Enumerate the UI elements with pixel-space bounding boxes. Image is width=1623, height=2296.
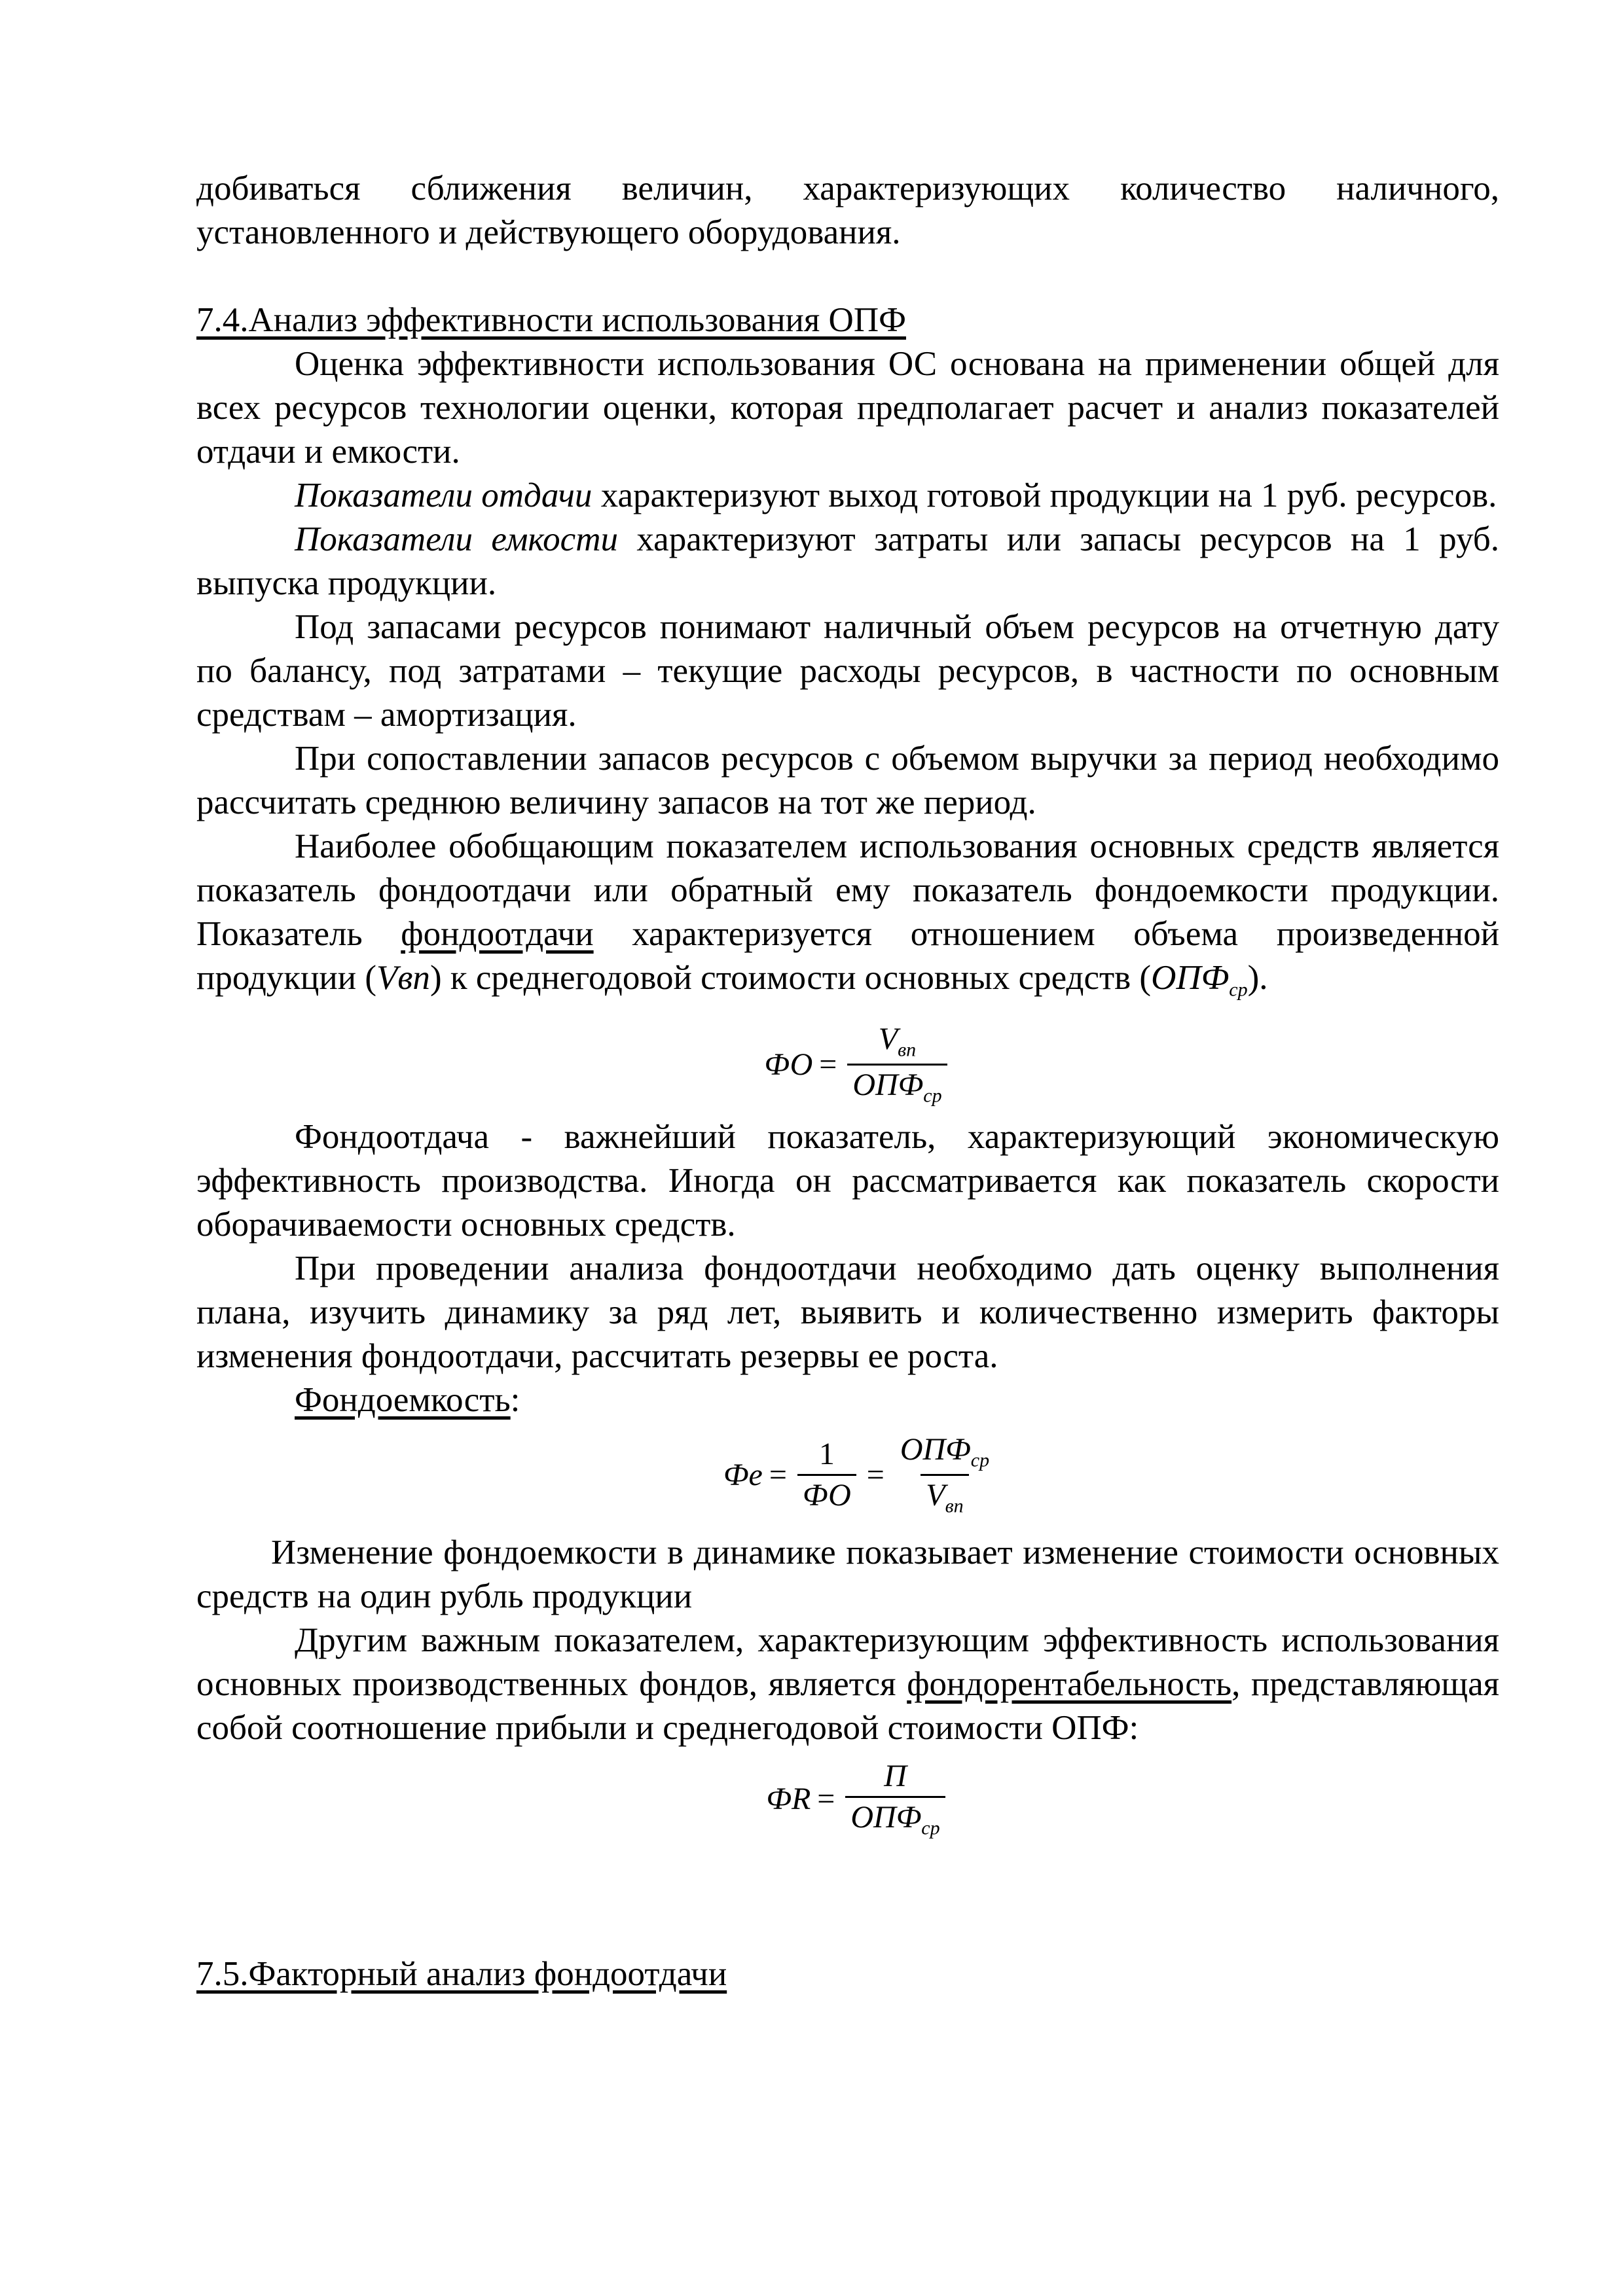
paragraph-revenue-comparison: При сопоставлении запасов ресурсов с объемом выручки за период необходимо рассчитать среднюю величину запасов на тот же период. (196, 740, 1499, 821)
formula-fr-denominator (845, 1796, 945, 1839)
symbol-opf-main: ОПФ (1151, 959, 1230, 997)
text-segment: Наиболее обобщающим показателем использования основных средств является показатель фондоотдачи или обратный ему показатель фондоемкости продукции. Показатель (196, 827, 1499, 953)
text-colon: : (510, 1380, 520, 1419)
formula-fr-numerator: П (884, 1758, 907, 1793)
formula-fo-equals: = (819, 1047, 837, 1082)
formula-fo-numerator (873, 1021, 921, 1064)
formula-fr-fraction (845, 1758, 945, 1839)
paragraph-capital-intensity-dynamics: Изменение фондоемкости в динамике показывает изменение стоимости основных средств на один рубль продукции (196, 1533, 1499, 1615)
formula-fe-fraction-1 (797, 1439, 856, 1511)
formula-capital-intensity (223, 1431, 1499, 1517)
formula-fo-den-sub: ср (923, 1085, 942, 1107)
formula-return-on-assets (216, 1758, 1499, 1839)
paragraph-asset-turnover-analysis: При проведении анализа фондоотдачи необходимо дать оценку выполнения плана, изучить динамику за ряд лет, выявить и количественно измерить факторы изменения фондоотдачи, рассчитать резервы ее роста. (196, 1249, 1499, 1375)
paragraph-efficiency-assessment: Оценка эффективности использования ОС основана на применении общей для всех ресурсов технологии оценки, которая предполагает расчет и анализ показателей отдачи и емкости. (196, 345, 1499, 471)
text-segment: ). (1247, 959, 1268, 997)
formula-fr-lhs: ФR (766, 1781, 811, 1816)
formula-fr-equals: = (817, 1781, 835, 1816)
formula-fe-numerator-1: 1 (818, 1437, 835, 1471)
term-asset-turnover: фондоотдачи (401, 915, 594, 953)
paragraph-output-indicators (196, 474, 1499, 518)
formula-fo-lhs: ФО (764, 1047, 813, 1082)
symbol-opf (1151, 959, 1248, 1001)
formula-fe-fraction-2 (895, 1431, 994, 1517)
term-capital-intensity: Фондоемкость (295, 1380, 511, 1419)
formula-fe-denominator-1: ФО (797, 1474, 856, 1511)
text-segment: Другим важным показателем, характеризующим эффективность использования основных производственных фондов, является (196, 1621, 1499, 1703)
formula-fe-lhs: Фе (723, 1457, 763, 1492)
formula-fo-num-main: V (878, 1021, 898, 1056)
formula-fr-den-sub: ср (921, 1817, 940, 1839)
term-capacity-indicators: Показатели емкости (295, 520, 618, 558)
paragraph-return-on-assets (196, 1619, 1499, 1750)
text-capacity-indicators: характеризуют затраты или запасы ресурсов на 1 руб. выпуска продукции. (196, 520, 1500, 602)
section-heading-7-5: 7.5.Факторный анализ фондоотдачи (196, 1955, 727, 1993)
formula-fo-den-main: ОПФ (852, 1067, 924, 1102)
text-output-indicators: характеризуют выход готовой продукции на 1 руб. ресурсов. (592, 476, 1497, 514)
symbol-opf-subscript: ср (1229, 978, 1248, 1001)
paragraph-resource-stocks: Под запасами ресурсов понимают наличный объем ресурсов на отчетную дату по балансу, под затратами – текущие расходы ресурсов, в частности по основным средствам – амортизация. (196, 608, 1499, 734)
formula-fe-den2-main: V (926, 1478, 945, 1513)
formula-fe-equals-2: = (866, 1457, 884, 1492)
document-page (196, 167, 1499, 1996)
formula-fe-equals-1: = (769, 1457, 787, 1492)
paragraph-capacity-indicators (196, 518, 1499, 605)
formula-asset-turnover (216, 1021, 1499, 1107)
spacer (196, 255, 1499, 298)
formula-fo-fraction (847, 1021, 947, 1107)
paragraph-asset-turnover-importance: Фондоотдача - важнейший показатель, характеризующий экономическую эффективность производства. Иногда он рассматривается как показатель скорости оборачиваемости основных средств. (196, 1117, 1499, 1244)
formula-fe-num2-main: ОПФ (900, 1431, 971, 1467)
spacer (196, 1838, 1499, 1952)
paragraph-capital-intensity-label (196, 1378, 1499, 1422)
formula-fr-den-main: ОПФ (850, 1799, 922, 1835)
text-segment: характеризуется отношением объема произведенной продукции ( (196, 915, 1499, 997)
formula-fe-num2-sub: ср (970, 1449, 990, 1471)
term-output-indicators: Показатели отдачи (295, 476, 593, 514)
formula-fe-den2-sub: вп (945, 1495, 964, 1517)
text-segment: , представляющая собой соотношение прибыли и среднегодовой стоимости ОПФ: (196, 1664, 1499, 1747)
paragraph-asset-turnover-definition (196, 825, 1499, 1012)
formula-fe-denominator-2 (921, 1474, 968, 1516)
formula-fo-num-sub: вп (898, 1039, 917, 1060)
formula-fo-denominator (847, 1064, 947, 1106)
paragraph-continuation: добиваться сближения величин, характеризующих количество наличного, установленного и действующего оборудования. (196, 170, 1499, 251)
term-return-on-assets: фондорентабельность (907, 1664, 1232, 1703)
text-segment: ) к среднегодовой стоимости основных средств ( (429, 959, 1152, 997)
symbol-vvp: Vвп (376, 959, 430, 997)
section-heading-7-4: 7.4.Анализ эффективности использования ОПФ (196, 301, 906, 339)
formula-fe-numerator-2 (895, 1431, 994, 1475)
